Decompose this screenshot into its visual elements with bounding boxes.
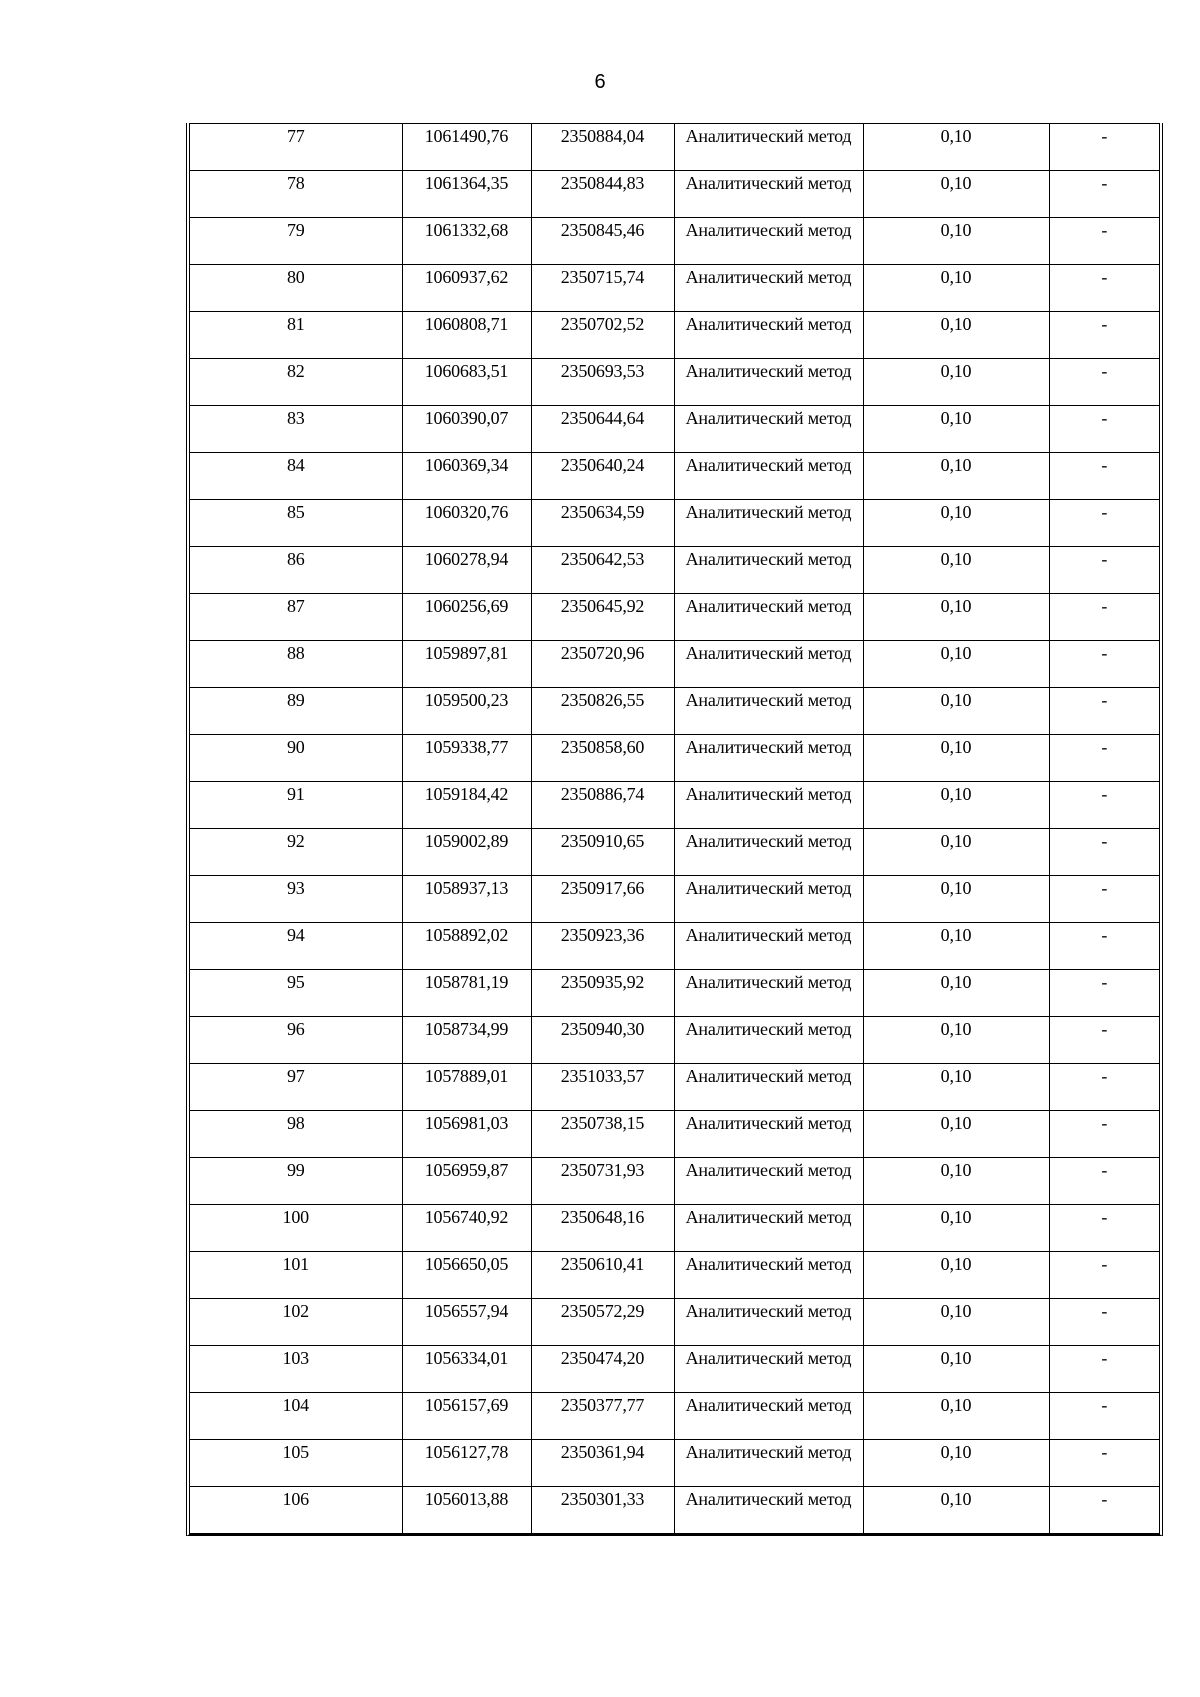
note-cell: -: [1049, 1393, 1159, 1440]
y-coordinate-cell: 2350720,96: [531, 641, 674, 688]
y-coordinate-cell: 2350910,65: [531, 829, 674, 876]
table-row: [190, 641, 1159, 688]
point-number-cell: 92: [190, 829, 402, 876]
point-number-cell: 91: [190, 782, 402, 829]
point-number-cell: 80: [190, 265, 402, 312]
note-cell: -: [1049, 1205, 1159, 1252]
x-coordinate-cell: 1056157,69: [402, 1393, 531, 1440]
y-coordinate-cell: 2350935,92: [531, 970, 674, 1017]
accuracy-cell: 0,10: [863, 641, 1049, 688]
point-number-cell: 102: [190, 1299, 402, 1346]
x-coordinate-cell: 1060320,76: [402, 500, 531, 547]
point-number-cell: 89: [190, 688, 402, 735]
note-cell: -: [1049, 359, 1159, 406]
accuracy-cell: 0,10: [863, 876, 1049, 923]
accuracy-cell: 0,10: [863, 970, 1049, 1017]
y-coordinate-cell: 2350917,66: [531, 876, 674, 923]
point-number-cell: 79: [190, 218, 402, 265]
x-coordinate-cell: 1058892,02: [402, 923, 531, 970]
table-row: [190, 1064, 1159, 1111]
y-coordinate-cell: 2350923,36: [531, 923, 674, 970]
y-coordinate-cell: 2350474,20: [531, 1346, 674, 1393]
x-coordinate-cell: 1059002,89: [402, 829, 531, 876]
x-coordinate-cell: 1060369,34: [402, 453, 531, 500]
accuracy-cell: 0,10: [863, 406, 1049, 453]
accuracy-cell: 0,10: [863, 1158, 1049, 1205]
method-cell: Аналитический метод: [674, 124, 863, 171]
point-number-cell: 83: [190, 406, 402, 453]
note-cell: -: [1049, 1346, 1159, 1393]
method-cell: Аналитический метод: [674, 1487, 863, 1534]
point-number-cell: 105: [190, 1440, 402, 1487]
point-number-cell: 90: [190, 735, 402, 782]
note-cell: -: [1049, 406, 1159, 453]
x-coordinate-cell: 1060808,71: [402, 312, 531, 359]
method-cell: Аналитический метод: [674, 970, 863, 1017]
y-coordinate-cell: 2350645,92: [531, 594, 674, 641]
accuracy-cell: 0,10: [863, 218, 1049, 265]
table-row: [190, 594, 1159, 641]
method-cell: Аналитический метод: [674, 1111, 863, 1158]
y-coordinate-cell: 2350301,33: [531, 1487, 674, 1534]
y-coordinate-cell: 2350572,29: [531, 1299, 674, 1346]
point-number-cell: 96: [190, 1017, 402, 1064]
method-cell: Аналитический метод: [674, 735, 863, 782]
point-number-cell: 87: [190, 594, 402, 641]
method-cell: Аналитический метод: [674, 923, 863, 970]
y-coordinate-cell: 2350884,04: [531, 124, 674, 171]
y-coordinate-cell: 2350858,60: [531, 735, 674, 782]
method-cell: Аналитический метод: [674, 1158, 863, 1205]
table-row: [190, 406, 1159, 453]
point-number-cell: 88: [190, 641, 402, 688]
accuracy-cell: 0,10: [863, 923, 1049, 970]
y-coordinate-cell: 2350702,52: [531, 312, 674, 359]
table-row: [190, 1487, 1159, 1534]
accuracy-cell: 0,10: [863, 735, 1049, 782]
method-cell: Аналитический метод: [674, 1393, 863, 1440]
x-coordinate-cell: 1060937,62: [402, 265, 531, 312]
y-coordinate-cell: 2350886,74: [531, 782, 674, 829]
accuracy-cell: 0,10: [863, 1111, 1049, 1158]
accuracy-cell: 0,10: [863, 171, 1049, 218]
method-cell: Аналитический метод: [674, 265, 863, 312]
note-cell: -: [1049, 124, 1159, 171]
accuracy-cell: 0,10: [863, 1346, 1049, 1393]
table-row: [190, 970, 1159, 1017]
accuracy-cell: 0,10: [863, 453, 1049, 500]
x-coordinate-cell: 1058734,99: [402, 1017, 531, 1064]
point-number-cell: 98: [190, 1111, 402, 1158]
accuracy-cell: 0,10: [863, 500, 1049, 547]
accuracy-cell: 0,10: [863, 1487, 1049, 1534]
point-number-cell: 95: [190, 970, 402, 1017]
method-cell: Аналитический метод: [674, 594, 863, 641]
y-coordinate-cell: 2350845,46: [531, 218, 674, 265]
table-row: [190, 782, 1159, 829]
method-cell: Аналитический метод: [674, 453, 863, 500]
accuracy-cell: 0,10: [863, 265, 1049, 312]
note-cell: -: [1049, 1111, 1159, 1158]
y-coordinate-cell: 2351033,57: [531, 1064, 674, 1111]
accuracy-cell: 0,10: [863, 312, 1049, 359]
table-row: [190, 1252, 1159, 1299]
y-coordinate-cell: 2350826,55: [531, 688, 674, 735]
method-cell: Аналитический метод: [674, 829, 863, 876]
note-cell: -: [1049, 594, 1159, 641]
table-row: [190, 1346, 1159, 1393]
table-row: [190, 124, 1159, 171]
accuracy-cell: 0,10: [863, 1299, 1049, 1346]
x-coordinate-cell: 1059338,77: [402, 735, 531, 782]
coordinates-table: [186, 123, 1163, 1536]
point-number-cell: 93: [190, 876, 402, 923]
method-cell: Аналитический метод: [674, 1017, 863, 1064]
y-coordinate-cell: 2350377,77: [531, 1393, 674, 1440]
table-row: [190, 1017, 1159, 1064]
accuracy-cell: 0,10: [863, 594, 1049, 641]
point-number-cell: 82: [190, 359, 402, 406]
y-coordinate-cell: 2350644,64: [531, 406, 674, 453]
accuracy-cell: 0,10: [863, 547, 1049, 594]
accuracy-cell: 0,10: [863, 782, 1049, 829]
note-cell: -: [1049, 1017, 1159, 1064]
method-cell: Аналитический метод: [674, 1205, 863, 1252]
x-coordinate-cell: 1056334,01: [402, 1346, 531, 1393]
table-row: [190, 171, 1159, 218]
table-row: [190, 265, 1159, 312]
point-number-cell: 99: [190, 1158, 402, 1205]
note-cell: -: [1049, 453, 1159, 500]
x-coordinate-cell: 1056740,92: [402, 1205, 531, 1252]
table-row: [190, 1440, 1159, 1487]
table-row: [190, 735, 1159, 782]
accuracy-cell: 0,10: [863, 1440, 1049, 1487]
note-cell: -: [1049, 970, 1159, 1017]
point-number-cell: 86: [190, 547, 402, 594]
note-cell: -: [1049, 735, 1159, 782]
x-coordinate-cell: 1056013,88: [402, 1487, 531, 1534]
table-row: [190, 500, 1159, 547]
x-coordinate-cell: 1059897,81: [402, 641, 531, 688]
note-cell: -: [1049, 171, 1159, 218]
table-row: [190, 876, 1159, 923]
x-coordinate-cell: 1060278,94: [402, 547, 531, 594]
note-cell: -: [1049, 500, 1159, 547]
accuracy-cell: 0,10: [863, 124, 1049, 171]
note-cell: -: [1049, 1158, 1159, 1205]
note-cell: -: [1049, 782, 1159, 829]
note-cell: -: [1049, 1440, 1159, 1487]
method-cell: Аналитический метод: [674, 1440, 863, 1487]
note-cell: -: [1049, 312, 1159, 359]
method-cell: Аналитический метод: [674, 547, 863, 594]
accuracy-cell: 0,10: [863, 1252, 1049, 1299]
note-cell: -: [1049, 1299, 1159, 1346]
y-coordinate-cell: 2350648,16: [531, 1205, 674, 1252]
x-coordinate-cell: 1056557,94: [402, 1299, 531, 1346]
note-cell: -: [1049, 1487, 1159, 1534]
point-number-cell: 84: [190, 453, 402, 500]
x-coordinate-cell: 1059500,23: [402, 688, 531, 735]
x-coordinate-cell: 1058781,19: [402, 970, 531, 1017]
point-number-cell: 106: [190, 1487, 402, 1534]
note-cell: -: [1049, 641, 1159, 688]
x-coordinate-cell: 1061364,35: [402, 171, 531, 218]
table-row: [190, 359, 1159, 406]
y-coordinate-cell: 2350640,24: [531, 453, 674, 500]
method-cell: Аналитический метод: [674, 312, 863, 359]
accuracy-cell: 0,10: [863, 359, 1049, 406]
x-coordinate-cell: 1060683,51: [402, 359, 531, 406]
note-cell: -: [1049, 829, 1159, 876]
method-cell: Аналитический метод: [674, 641, 863, 688]
table-row: [190, 312, 1159, 359]
accuracy-cell: 0,10: [863, 829, 1049, 876]
note-cell: -: [1049, 1064, 1159, 1111]
method-cell: Аналитический метод: [674, 1064, 863, 1111]
accuracy-cell: 0,10: [863, 1393, 1049, 1440]
y-coordinate-cell: 2350361,94: [531, 1440, 674, 1487]
y-coordinate-cell: 2350693,53: [531, 359, 674, 406]
x-coordinate-cell: 1060256,69: [402, 594, 531, 641]
table-row: [190, 688, 1159, 735]
x-coordinate-cell: 1061332,68: [402, 218, 531, 265]
point-number-cell: 77: [190, 124, 402, 171]
y-coordinate-cell: 2350940,30: [531, 1017, 674, 1064]
y-coordinate-cell: 2350844,83: [531, 171, 674, 218]
method-cell: Аналитический метод: [674, 406, 863, 453]
x-coordinate-cell: 1059184,42: [402, 782, 531, 829]
accuracy-cell: 0,10: [863, 1205, 1049, 1252]
accuracy-cell: 0,10: [863, 688, 1049, 735]
method-cell: Аналитический метод: [674, 876, 863, 923]
point-number-cell: 101: [190, 1252, 402, 1299]
x-coordinate-cell: 1061490,76: [402, 124, 531, 171]
point-number-cell: 104: [190, 1393, 402, 1440]
note-cell: -: [1049, 1252, 1159, 1299]
method-cell: Аналитический метод: [674, 688, 863, 735]
method-cell: Аналитический метод: [674, 1346, 863, 1393]
table-row: [190, 453, 1159, 500]
note-cell: -: [1049, 265, 1159, 312]
point-number-cell: 100: [190, 1205, 402, 1252]
accuracy-cell: 0,10: [863, 1064, 1049, 1111]
y-coordinate-cell: 2350634,59: [531, 500, 674, 547]
x-coordinate-cell: 1056650,05: [402, 1252, 531, 1299]
table-body: [190, 124, 1159, 1534]
method-cell: Аналитический метод: [674, 359, 863, 406]
y-coordinate-cell: 2350610,41: [531, 1252, 674, 1299]
x-coordinate-cell: 1056959,87: [402, 1158, 531, 1205]
method-cell: Аналитический метод: [674, 782, 863, 829]
table-row: [190, 547, 1159, 594]
y-coordinate-cell: 2350642,53: [531, 547, 674, 594]
point-number-cell: 94: [190, 923, 402, 970]
point-number-cell: 78: [190, 171, 402, 218]
note-cell: -: [1049, 923, 1159, 970]
note-cell: -: [1049, 876, 1159, 923]
table-row: [190, 1158, 1159, 1205]
table-row: [190, 1299, 1159, 1346]
page-number: 6: [594, 71, 606, 93]
method-cell: Аналитический метод: [674, 500, 863, 547]
y-coordinate-cell: 2350715,74: [531, 265, 674, 312]
method-cell: Аналитический метод: [674, 218, 863, 265]
x-coordinate-cell: 1057889,01: [402, 1064, 531, 1111]
x-coordinate-cell: 1058937,13: [402, 876, 531, 923]
note-cell: -: [1049, 547, 1159, 594]
point-number-cell: 103: [190, 1346, 402, 1393]
point-number-cell: 81: [190, 312, 402, 359]
x-coordinate-cell: 1060390,07: [402, 406, 531, 453]
table-row: [190, 829, 1159, 876]
method-cell: Аналитический метод: [674, 1252, 863, 1299]
table-row: [190, 1393, 1159, 1440]
point-number-cell: 85: [190, 500, 402, 547]
table-row: [190, 218, 1159, 265]
x-coordinate-cell: 1056127,78: [402, 1440, 531, 1487]
point-number-cell: 97: [190, 1064, 402, 1111]
method-cell: Аналитический метод: [674, 1299, 863, 1346]
accuracy-cell: 0,10: [863, 1017, 1049, 1064]
y-coordinate-cell: 2350738,15: [531, 1111, 674, 1158]
table-row: [190, 923, 1159, 970]
x-coordinate-cell: 1056981,03: [402, 1111, 531, 1158]
y-coordinate-cell: 2350731,93: [531, 1158, 674, 1205]
note-cell: -: [1049, 688, 1159, 735]
table-row: [190, 1205, 1159, 1252]
method-cell: Аналитический метод: [674, 171, 863, 218]
note-cell: -: [1049, 218, 1159, 265]
table-row: [190, 1111, 1159, 1158]
